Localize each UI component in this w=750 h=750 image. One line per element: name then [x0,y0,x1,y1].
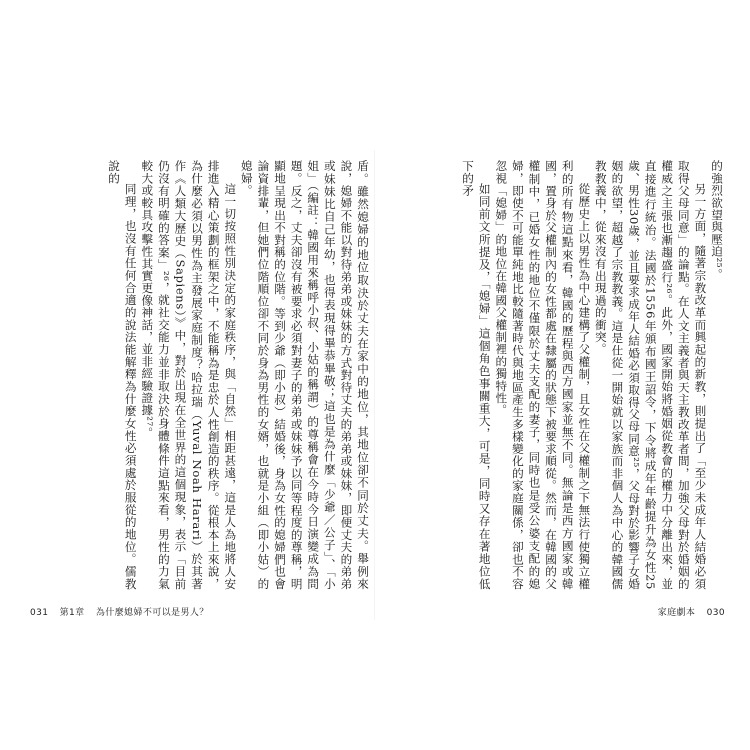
left-paragraph-3: 同理，也沒有任何合適的說法能解釋為什麼女性必須處於服從的地位。儒教說的 [107,160,138,590]
right-page [390,150,725,620]
page-number-right: 030 [706,608,725,618]
book-title: 家庭劇本 [657,608,696,618]
chapter-title: 為什麼媳婦不可以是男人？ [95,608,209,618]
right-paragraph-4: 如同前文所提及，「媳婦」這個角色事關重大，可是，同時又存在著地位低下的矛 [461,160,492,590]
left-page [30,150,375,620]
left-page-footer [30,605,217,618]
right-page-footer [650,605,725,618]
left-paragraph-1: 盾。雖然媳婦的地位取決於丈夫在家中的地位，其地位卻不同於丈夫。舉例來說，媳婦不能以對待弟弟或妹妹的方式對待丈夫的弟弟或妹妹，即便丈夫的弟弟或妹妹比自己年幼，也得表現得畢恭畢敬；這也是為什麼「少爺／公子」、「小姐」（編註：韓國用來稱呼小叔、小姑的稱謂）的尊稱會在今時今日演變成為問題。反之，丈夫卻沒有被要求必須對妻子的弟弟或妹妹予以同等程度的尊稱，明顯地呈現出不對稱的位階。等到少爺（即小叔）結婚後，身為女性的媳婦們也會論資排輩，但她們位階順位卻不同於身為男性的女婿，也就是小組（即小姑）的媳婦。 [239,160,370,590]
right-paragraph-3: 從歷史上以男性為中心建構了父權制，且女性在父權制之下無法行使獨立權利的所有物這點來看，韓國的歷程與西方國家並無不同。無論是西方國家或韓國，置身於父權制內的女性都處在隸屬的狀態下被要求順從。然而，在韓國的父權制中，已婚女性的地位不僅限於丈夫支配的妻子，同時也是受公婆支配的媳婦，即使不可能單純地比較隨著時代與地區產生多樣變化的家庭關係，卻也不容忽視「媳婦」的地位在韓國父權制裡的獨特性。 [494,160,592,590]
right-paragraph-2: 另一方面，隨著宗教改革而興起的新教，則提出了「至少未成年人結婚必須取得父母同意」的論點。在人文主義者與天主教改革者間，加強父母對於婚姻的權威之主張也漸趨盛行²⁶。此外，國家開始將婚姻從教會的權力中分離出來，並直接進行統治。法國於1556年頒布國王詔令，下令將成年年齡提升為女性25歲、男性30歲，並且要求成年人結婚必須取得父母同意²⁵，父母對於影響子女婚姻的欲望，超越了宗教教義。這是仕從一開始就以家族而非個人為中心的韓國儒教教義中，從來沒有出現過的衝突。 [593,160,708,590]
page-number-left: 031 [30,608,49,618]
left-page-body [46,160,371,590]
left-paragraph-2: 這一切按照性別決定的家庭秩序，與「自然」相距甚遠，這是人為地將人安排進入精心策劃的框架之中，不能稱為是忠於人性創造的秩序。從根本上來說，為什麼必須以男性為主發展家庭制度？哈拉瑞（Yuval Noah Harari）於其著作《人類大歷史（Sapiens）》中，對於出現在全世界的這個現象，表示「目前仍沒有明確的答案」²⁶，就社交能力並非取決於身體條件這點來看，男性的力氣較大或較具攻擊性其實更像神話，並非經驗證據²⁷。 [140,160,238,590]
chapter-label: 第1章 [59,608,85,618]
right-paragraph-1: 的強烈欲望與壓迫²⁵。 [710,160,724,281]
right-page-body [390,160,725,590]
